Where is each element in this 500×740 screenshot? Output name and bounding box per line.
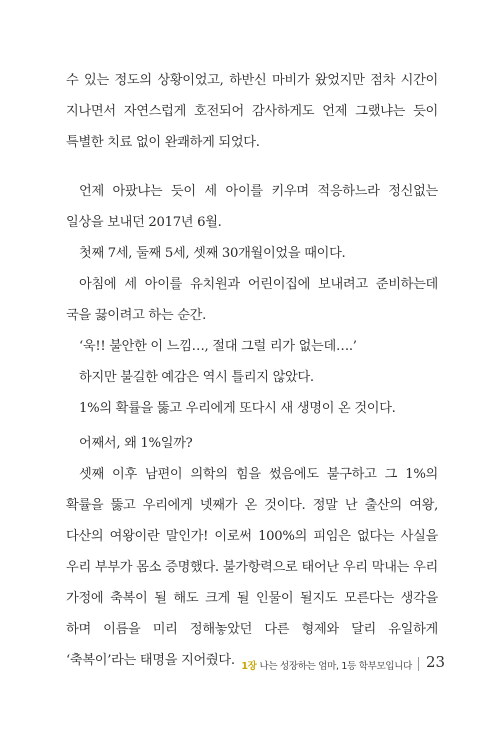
paragraph: 첫째 7세, 둘째 5세, 셋째 30개월이었을 때이다.	[79, 246, 346, 261]
paragraph: 1%의 확률을 뚫고 우리에게 또다시 새 생명이 온 것이다.	[79, 401, 396, 416]
paragraph: 수 있는 정도의 상황이었고, 하반신 마비가 왔었지만 점차 시간이 지나면서 자연스럽게 호전되어 감사하게도 언제 그랬냐는 듯이 특별한 치료 없이 완쾌하게 되었다.	[66, 73, 438, 150]
paragraph: 아침에 세 아이를 유치원과 어린이집에 보내려고 준비하는데 국을 끓이려고 하는 순간.	[66, 277, 438, 323]
running-header	[241, 658, 412, 672]
page-footer	[0, 652, 500, 676]
chapter-title: 나는 성장하는 엄마, 1등 학부모입니다	[259, 661, 412, 672]
paragraph: 셋째 이후 남편이 의학의 힘을 썼음에도 불구하고 그 1%의 확률을 뚫고 우리에게 넷째가 온 것이다. 정말 난 출산의 여왕, 다산의 여왕이란 말인가! 이로써 100%의 피임은 없다는 사실을 우리 부부가 몸소 증명했다. 불가항력으로 태어난 우리 막내는 우리 가정에 축복이 될 해도 크게 될 인물이 될지도 모른다는 생각을 하며 이름을 미리 정해놓았던 다른 형제와 달리 유일하게 ‘축복이’라는 태명을 지어줬다.	[66, 467, 438, 668]
paragraph: 하지만 불길한 예감은 역시 틀리지 않았다.	[79, 370, 314, 385]
paragraph: ‘욱!! 불안한 이 느낌…, 절대 그럴 리가 없는데….’	[79, 339, 357, 354]
footer-divider	[418, 657, 419, 671]
paragraph: 언제 아팠냐는 듯이 세 아이를 키우며 적응하느라 정신없는 일상을 보내던 2017년 6월.	[66, 184, 438, 230]
chapter-number: 1장	[241, 661, 257, 672]
text-block-second	[66, 176, 438, 424]
text-block-third	[66, 428, 438, 676]
text-block-continuation	[66, 65, 438, 158]
paragraph: 어째서, 왜 1%일까?	[79, 436, 193, 451]
page-number: 23	[426, 653, 446, 671]
